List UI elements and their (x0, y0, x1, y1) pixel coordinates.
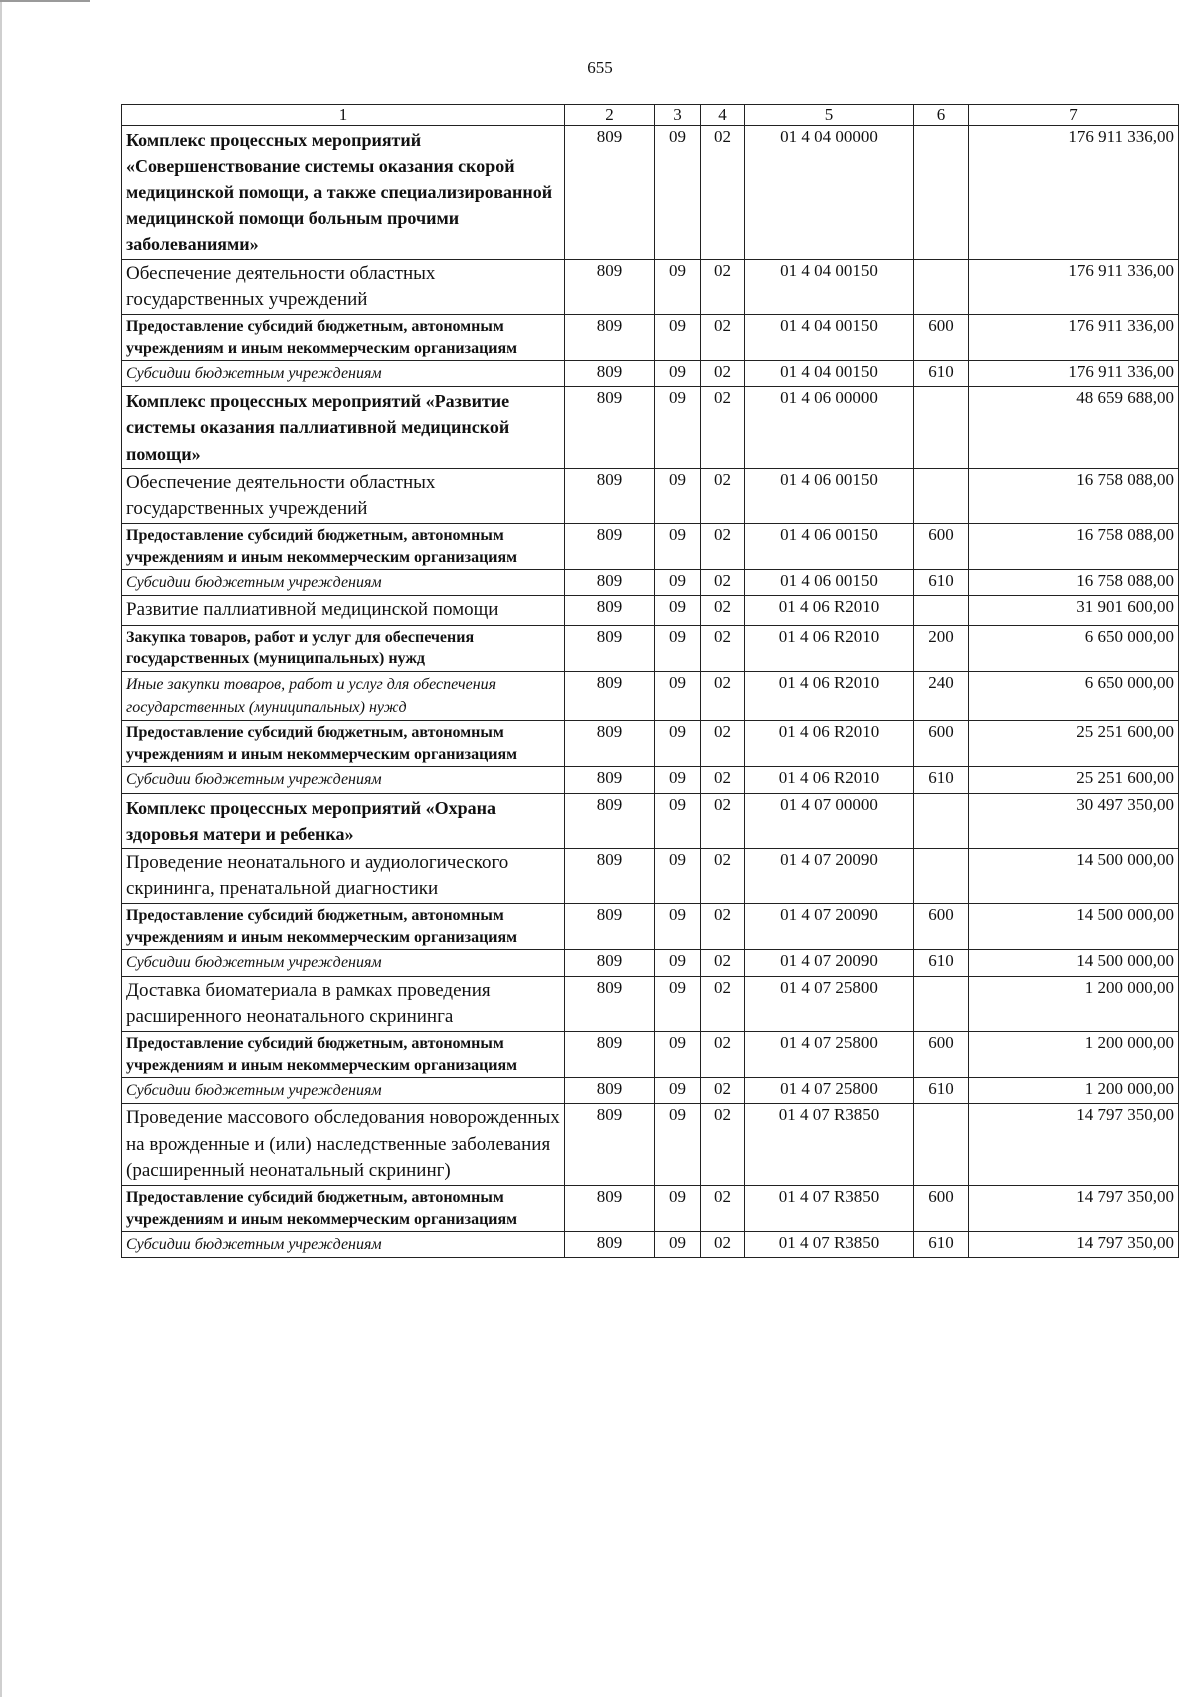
row-pr-cell: 02 (701, 314, 745, 360)
row-vr-cell: 240 (914, 671, 969, 720)
row-name-cell: Предоставление субсидий бюджетным, автономным учреждениям и иным некоммерческим организациям (122, 524, 565, 570)
table-row (122, 904, 1179, 950)
row-csr-cell: 01 4 06 00000 (745, 387, 914, 468)
row-ved-cell: 809 (565, 570, 655, 596)
scan-edge-left (0, 0, 2, 1697)
row-amount-cell: 14 500 000,00 (969, 950, 1179, 976)
row-amount-cell: 48 659 688,00 (969, 387, 1179, 468)
table-row (122, 767, 1179, 793)
table-row (122, 259, 1179, 314)
row-rz-cell: 09 (655, 259, 701, 314)
table-row (122, 625, 1179, 671)
row-ved-cell: 809 (565, 126, 655, 259)
row-rz-cell: 09 (655, 1032, 701, 1078)
row-vr-cell (914, 1104, 969, 1186)
row-vr-cell: 610 (914, 1078, 969, 1104)
row-amount-cell: 25 251 600,00 (969, 767, 1179, 793)
table-row (122, 361, 1179, 387)
row-vr-cell: 600 (914, 1032, 969, 1078)
row-csr-cell: 01 4 06 R2010 (745, 671, 914, 720)
row-pr-cell: 02 (701, 767, 745, 793)
row-rz-cell: 09 (655, 126, 701, 259)
row-csr-cell: 01 4 07 20090 (745, 848, 914, 903)
row-name-cell: Проведение массового обследования новорожденных на врожденные и (или) наследственные заболевания (расширенный неонатальный скрининг) (122, 1104, 565, 1186)
row-csr-cell: 01 4 07 R3850 (745, 1186, 914, 1232)
row-amount-cell: 16 758 088,00 (969, 524, 1179, 570)
row-name-cell: Обеспечение деятельности областных государственных учреждений (122, 259, 565, 314)
row-ved-cell: 809 (565, 721, 655, 767)
row-pr-cell: 02 (701, 721, 745, 767)
row-name-cell: Проведение неонатального и аудиологического скрининга, пренатальной диагностики (122, 848, 565, 903)
row-pr-cell: 02 (701, 1078, 745, 1104)
row-csr-cell: 01 4 07 20090 (745, 950, 914, 976)
row-ved-cell: 809 (565, 1232, 655, 1258)
row-rz-cell: 09 (655, 468, 701, 523)
row-csr-cell: 01 4 07 25800 (745, 1032, 914, 1078)
row-pr-cell: 02 (701, 1186, 745, 1232)
row-rz-cell: 09 (655, 767, 701, 793)
header-row (122, 105, 1179, 126)
row-rz-cell: 09 (655, 671, 701, 720)
row-ved-cell: 809 (565, 793, 655, 848)
row-ved-cell: 809 (565, 976, 655, 1031)
row-amount-cell: 14 797 350,00 (969, 1104, 1179, 1186)
row-ved-cell: 809 (565, 361, 655, 387)
row-amount-cell: 14 500 000,00 (969, 848, 1179, 903)
row-rz-cell: 09 (655, 848, 701, 903)
row-rz-cell: 09 (655, 625, 701, 671)
row-csr-cell: 01 4 07 25800 (745, 976, 914, 1031)
row-amount-cell: 14 500 000,00 (969, 904, 1179, 950)
row-vr-cell: 610 (914, 361, 969, 387)
row-name-cell: Развитие паллиативной медицинской помощи (122, 596, 565, 625)
row-vr-cell: 600 (914, 721, 969, 767)
table-row (122, 524, 1179, 570)
row-vr-cell (914, 976, 969, 1031)
row-ved-cell: 809 (565, 314, 655, 360)
row-csr-cell: 01 4 04 00150 (745, 361, 914, 387)
table-row (122, 596, 1179, 625)
budget-table (121, 104, 1179, 1258)
row-vr-cell: 600 (914, 1186, 969, 1232)
row-rz-cell: 09 (655, 950, 701, 976)
row-pr-cell: 02 (701, 950, 745, 976)
table-row (122, 1078, 1179, 1104)
table-row (122, 126, 1179, 259)
row-csr-cell: 01 4 07 25800 (745, 1078, 914, 1104)
row-rz-cell: 09 (655, 1232, 701, 1258)
row-ved-cell: 809 (565, 1104, 655, 1186)
row-amount-cell: 6 650 000,00 (969, 671, 1179, 720)
row-name-cell: Предоставление субсидий бюджетным, автономным учреждениям и иным некоммерческим организациям (122, 314, 565, 360)
header-cell-name: 1 (122, 105, 565, 126)
row-amount-cell: 31 901 600,00 (969, 596, 1179, 625)
header-cell-csr: 5 (745, 105, 914, 126)
row-rz-cell: 09 (655, 904, 701, 950)
row-amount-cell: 176 911 336,00 (969, 314, 1179, 360)
row-pr-cell: 02 (701, 524, 745, 570)
row-pr-cell: 02 (701, 671, 745, 720)
row-amount-cell: 176 911 336,00 (969, 361, 1179, 387)
header-cell-ved: 2 (565, 105, 655, 126)
row-csr-cell: 01 4 04 00150 (745, 259, 914, 314)
table-row (122, 387, 1179, 468)
row-rz-cell: 09 (655, 524, 701, 570)
row-pr-cell: 02 (701, 976, 745, 1031)
header-cell-rz: 3 (655, 105, 701, 126)
row-csr-cell: 01 4 06 00150 (745, 468, 914, 523)
row-name-cell: Предоставление субсидий бюджетным, автономным учреждениям и иным некоммерческим организациям (122, 1032, 565, 1078)
table-row (122, 976, 1179, 1031)
row-name-cell: Комплекс процессных мероприятий «Охрана здоровья матери и ребенка» (122, 793, 565, 848)
row-vr-cell (914, 126, 969, 259)
row-name-cell: Субсидии бюджетным учреждениям (122, 570, 565, 596)
table-row (122, 721, 1179, 767)
row-ved-cell: 809 (565, 671, 655, 720)
row-pr-cell: 02 (701, 904, 745, 950)
row-ved-cell: 809 (565, 1186, 655, 1232)
row-pr-cell: 02 (701, 625, 745, 671)
row-name-cell: Субсидии бюджетным учреждениям (122, 950, 565, 976)
table-row (122, 793, 1179, 848)
row-amount-cell: 1 200 000,00 (969, 1078, 1179, 1104)
row-ved-cell: 809 (565, 904, 655, 950)
row-vr-cell: 600 (914, 314, 969, 360)
row-ved-cell: 809 (565, 259, 655, 314)
row-csr-cell: 01 4 07 R3850 (745, 1232, 914, 1258)
row-name-cell: Обеспечение деятельности областных государственных учреждений (122, 468, 565, 523)
row-vr-cell: 610 (914, 1232, 969, 1258)
row-ved-cell: 809 (565, 387, 655, 468)
row-vr-cell: 610 (914, 570, 969, 596)
row-amount-cell: 176 911 336,00 (969, 259, 1179, 314)
row-amount-cell: 176 911 336,00 (969, 126, 1179, 259)
scan-edge-top (0, 0, 90, 2)
row-rz-cell: 09 (655, 596, 701, 625)
row-ved-cell: 809 (565, 625, 655, 671)
row-name-cell: Предоставление субсидий бюджетным, автономным учреждениям и иным некоммерческим организациям (122, 904, 565, 950)
row-pr-cell: 02 (701, 1104, 745, 1186)
row-ved-cell: 809 (565, 950, 655, 976)
row-name-cell: Субсидии бюджетным учреждениям (122, 361, 565, 387)
row-name-cell: Предоставление субсидий бюджетным, автономным учреждениям и иным некоммерческим организациям (122, 721, 565, 767)
row-vr-cell (914, 793, 969, 848)
row-pr-cell: 02 (701, 570, 745, 596)
row-rz-cell: 09 (655, 721, 701, 767)
row-amount-cell: 30 497 350,00 (969, 793, 1179, 848)
row-ved-cell: 809 (565, 1078, 655, 1104)
table-row (122, 671, 1179, 720)
row-vr-cell (914, 596, 969, 625)
header-cell-pr: 4 (701, 105, 745, 126)
row-vr-cell: 610 (914, 767, 969, 793)
row-vr-cell (914, 468, 969, 523)
row-csr-cell: 01 4 06 00150 (745, 570, 914, 596)
row-pr-cell: 02 (701, 126, 745, 259)
table-body (122, 126, 1179, 1258)
table-row (122, 950, 1179, 976)
row-pr-cell: 02 (701, 1032, 745, 1078)
row-vr-cell (914, 259, 969, 314)
row-name-cell: Субсидии бюджетным учреждениям (122, 1078, 565, 1104)
row-csr-cell: 01 4 06 R2010 (745, 767, 914, 793)
row-amount-cell: 1 200 000,00 (969, 976, 1179, 1031)
row-csr-cell: 01 4 04 00150 (745, 314, 914, 360)
row-amount-cell: 25 251 600,00 (969, 721, 1179, 767)
row-csr-cell: 01 4 07 00000 (745, 793, 914, 848)
row-vr-cell: 610 (914, 950, 969, 976)
row-pr-cell: 02 (701, 468, 745, 523)
row-vr-cell (914, 387, 969, 468)
row-rz-cell: 09 (655, 1078, 701, 1104)
table-row (122, 570, 1179, 596)
row-ved-cell: 809 (565, 767, 655, 793)
table-row (122, 1104, 1179, 1186)
header-cell-amount: 7 (969, 105, 1179, 126)
row-rz-cell: 09 (655, 976, 701, 1031)
row-vr-cell: 600 (914, 904, 969, 950)
row-amount-cell: 1 200 000,00 (969, 1032, 1179, 1078)
table-row (122, 848, 1179, 903)
row-amount-cell: 14 797 350,00 (969, 1186, 1179, 1232)
row-name-cell: Комплекс процессных мероприятий «Развитие системы оказания паллиативной медицинской помощи» (122, 387, 565, 468)
row-pr-cell: 02 (701, 793, 745, 848)
row-pr-cell: 02 (701, 848, 745, 903)
row-name-cell: Субсидии бюджетным учреждениям (122, 767, 565, 793)
row-amount-cell: 6 650 000,00 (969, 625, 1179, 671)
row-ved-cell: 809 (565, 848, 655, 903)
row-csr-cell: 01 4 04 00000 (745, 126, 914, 259)
row-csr-cell: 01 4 06 00150 (745, 524, 914, 570)
row-name-cell: Иные закупки товаров, работ и услуг для обеспечения государственных (муниципальных) нужд (122, 671, 565, 720)
table-row (122, 1232, 1179, 1258)
row-rz-cell: 09 (655, 314, 701, 360)
row-pr-cell: 02 (701, 1232, 745, 1258)
row-csr-cell: 01 4 07 20090 (745, 904, 914, 950)
row-rz-cell: 09 (655, 793, 701, 848)
table-row (122, 1186, 1179, 1232)
row-amount-cell: 16 758 088,00 (969, 468, 1179, 523)
row-ved-cell: 809 (565, 596, 655, 625)
row-vr-cell (914, 848, 969, 903)
row-name-cell: Комплекс процессных мероприятий «Совершенствование системы оказания скорой медицинской помощи, а также специализированной медицинской помощи больным прочими заболеваниями» (122, 126, 565, 259)
row-name-cell: Субсидии бюджетным учреждениям (122, 1232, 565, 1258)
row-csr-cell: 01 4 06 R2010 (745, 596, 914, 625)
table-row (122, 314, 1179, 360)
row-csr-cell: 01 4 07 R3850 (745, 1104, 914, 1186)
table-row (122, 468, 1179, 523)
row-vr-cell: 600 (914, 524, 969, 570)
row-csr-cell: 01 4 06 R2010 (745, 721, 914, 767)
row-name-cell: Предоставление субсидий бюджетным, автономным учреждениям и иным некоммерческим организациям (122, 1186, 565, 1232)
row-name-cell: Закупка товаров, работ и услуг для обеспечения государственных (муниципальных) нужд (122, 625, 565, 671)
row-rz-cell: 09 (655, 1186, 701, 1232)
row-pr-cell: 02 (701, 259, 745, 314)
row-ved-cell: 809 (565, 468, 655, 523)
row-amount-cell: 14 797 350,00 (969, 1232, 1179, 1258)
row-ved-cell: 809 (565, 1032, 655, 1078)
row-rz-cell: 09 (655, 1104, 701, 1186)
row-pr-cell: 02 (701, 596, 745, 625)
row-pr-cell: 02 (701, 387, 745, 468)
page-number: 655 (587, 58, 613, 77)
row-rz-cell: 09 (655, 387, 701, 468)
row-name-cell: Доставка биоматериала в рамках проведения расширенного неонатального скрининга (122, 976, 565, 1031)
row-pr-cell: 02 (701, 361, 745, 387)
row-vr-cell: 200 (914, 625, 969, 671)
row-rz-cell: 09 (655, 570, 701, 596)
row-amount-cell: 16 758 088,00 (969, 570, 1179, 596)
header-cell-vr: 6 (914, 105, 969, 126)
row-ved-cell: 809 (565, 524, 655, 570)
row-csr-cell: 01 4 06 R2010 (745, 625, 914, 671)
row-rz-cell: 09 (655, 361, 701, 387)
table-row (122, 1032, 1179, 1078)
